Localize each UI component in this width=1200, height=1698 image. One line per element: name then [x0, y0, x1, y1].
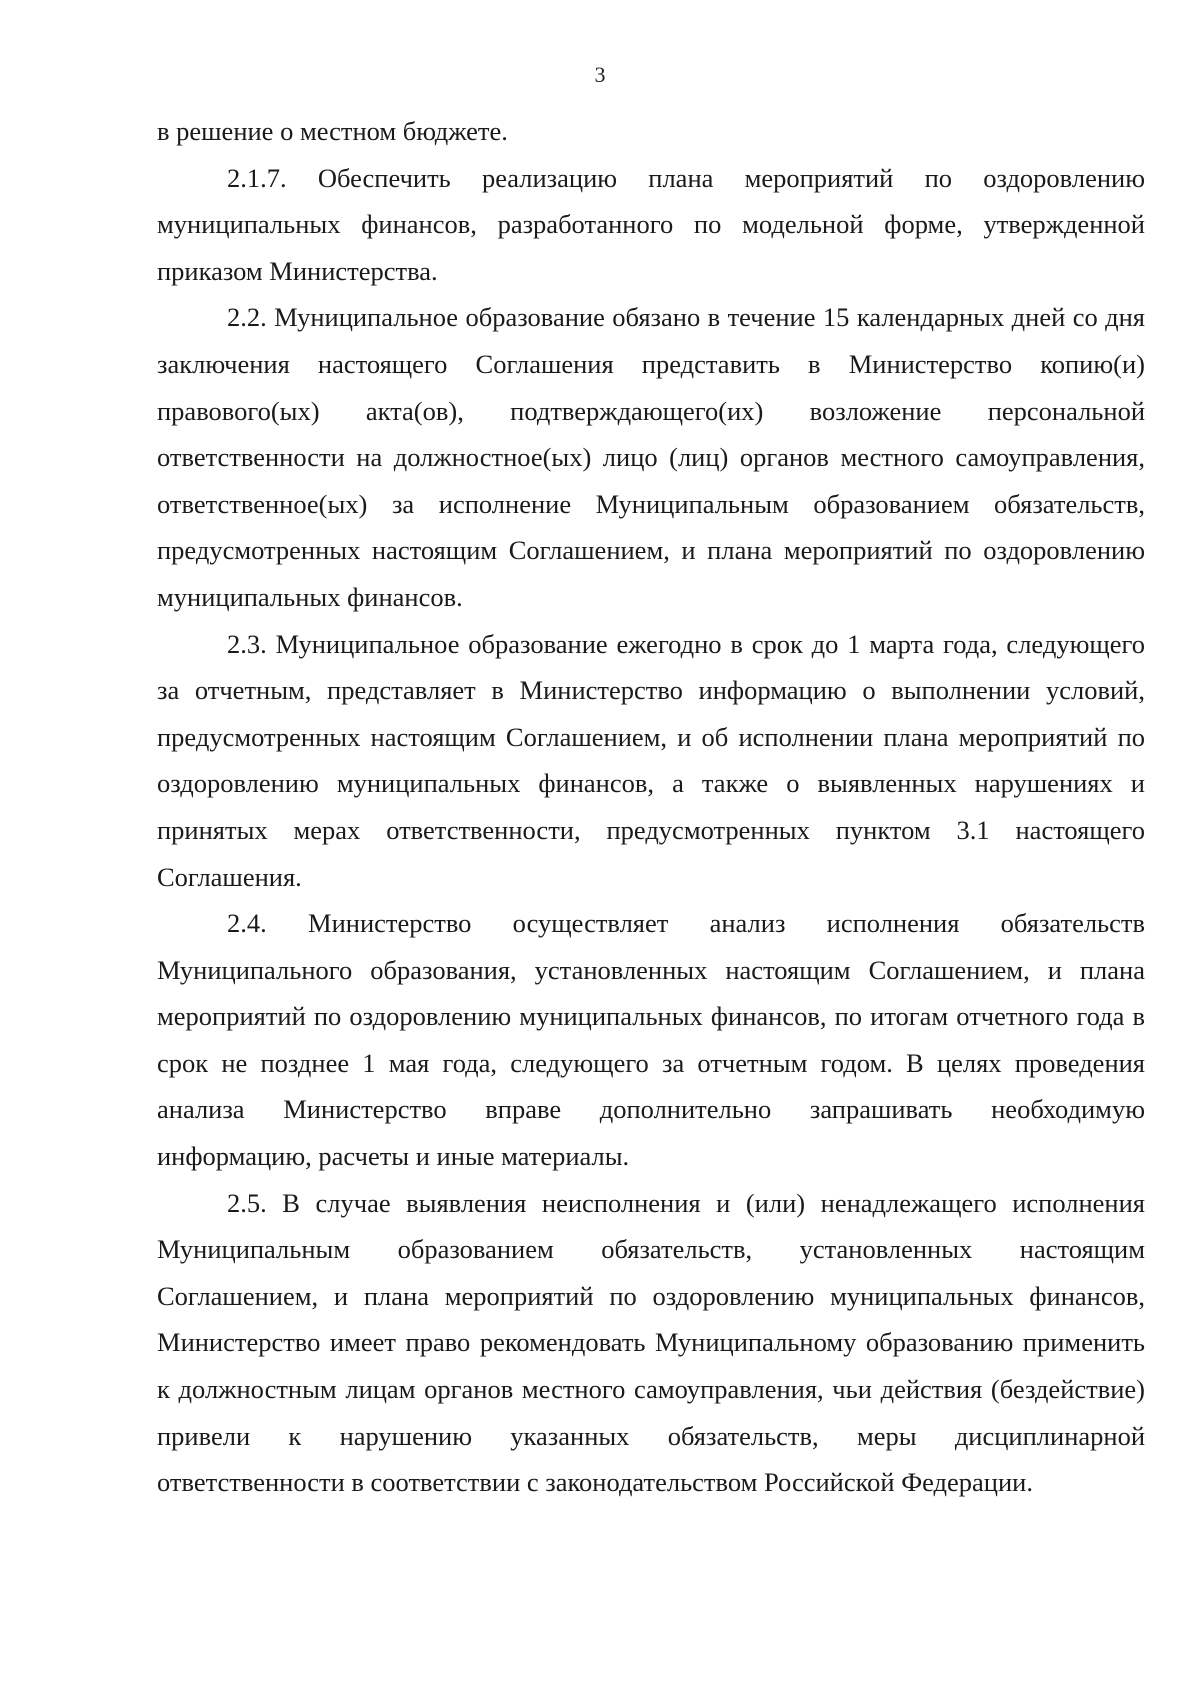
paragraph-2-1-7: 2.1.7. Обеспечить реализацию плана мероприятий по оздоровлению муниципальных финансов, разработанного по модельной форме, утвержденной приказом Министерства. [157, 162, 1145, 286]
paragraph-2-4: 2.4. Министерство осуществляет анализ исполнения обязательств Муниципального образования, установленных настоящим Соглашением, и плана мероприятий по оздоровлению муниципальных финансов, по итогам отчетного года в срок не позднее 1 мая года, следующего за отчетным годом. В целях проведения анализа Министерство вправе дополнительно запрашивать необходимую информацию, расчеты и иные материалы. [157, 908, 1145, 1172]
page-number: 3 [594, 62, 606, 87]
paragraph-continuation: в решение о местном бюджете. [157, 116, 508, 146]
paragraph-2-5: 2.5. В случае выявления неисполнения и (или) ненадлежащего исполнения Муниципальным образованием обязательств, установленных настоящим Соглашением, и плана мероприятий по оздоровлению муниципальных финансов, Министерство имеет право рекомендовать Муниципальному образованию применить к должностным лицам органов местного самоуправления, чьи действия (бездействие) привели к нарушению указанных обязательств, меры дисциплинарной ответственности в соответствии с законодательством Российской Федерации. [157, 1187, 1145, 1498]
document-body [157, 108, 1145, 1506]
paragraph-2-2: 2.2. Муниципальное образование обязано в течение 15 календарных дней со дня заключения настоящего Соглашения представить в Министерство копию(и) правового(ых) акта(ов), подтверждающего(их) возложение персональной ответственности на должностное(ых) лицо (лиц) органов местного самоуправления, ответственное(ых) за исполнение Муниципальным образованием обязательств, предусмотренных настоящим Соглашением, и плана мероприятий по оздоровлению муниципальных финансов. [157, 302, 1145, 612]
paragraph-2-3: 2.3. Муниципальное образование ежегодно в срок до 1 марта года, следующего за отчетным, представляет в Министерство информацию о выполнении условий, предусмотренных настоящим Соглашением, и об исполнении плана мероприятий по оздоровлению муниципальных финансов, а также о выявленных нарушениях и принятых мерах ответственности, предусмотренных пунктом 3.1 настоящего Соглашения. [157, 628, 1145, 892]
